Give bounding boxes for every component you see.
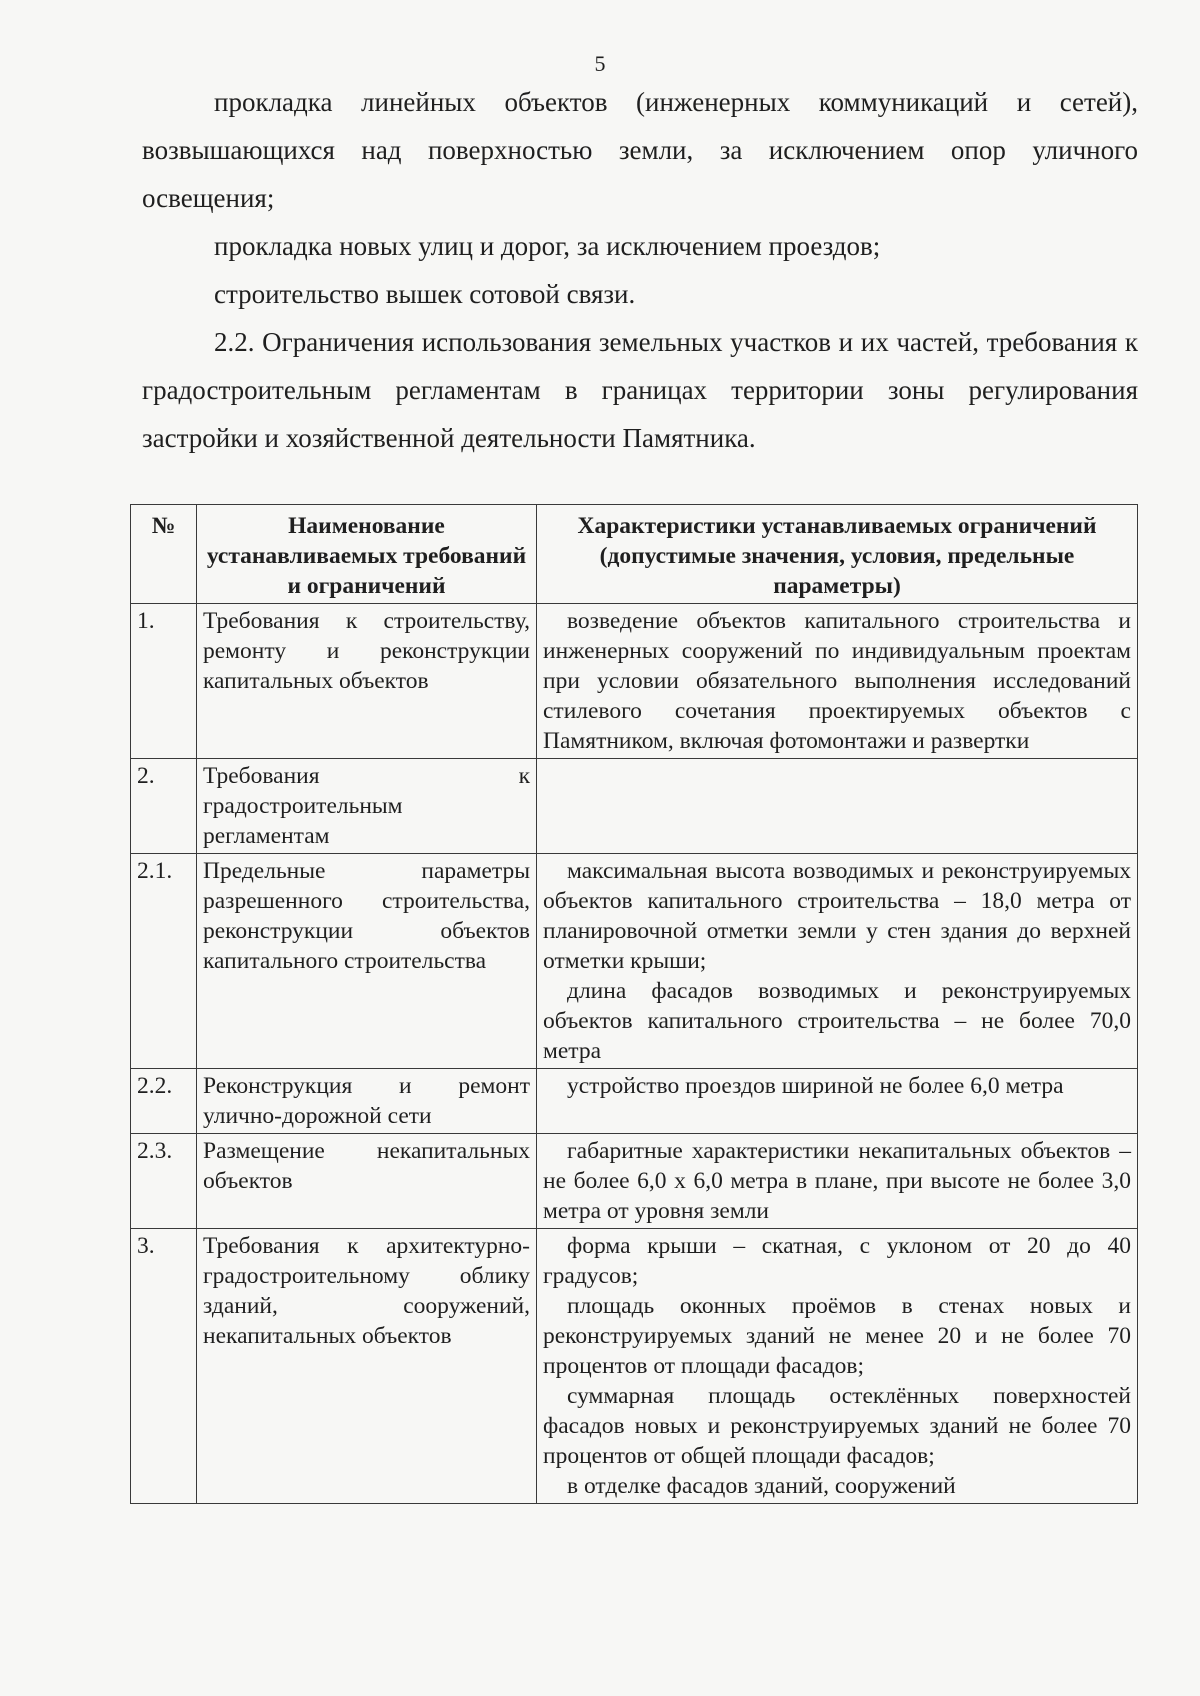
table-row	[131, 1134, 1138, 1229]
header-name: Наименование устанавливаемых требований и ограничений	[197, 505, 537, 604]
table-row	[131, 1069, 1138, 1134]
row-requirement-name: Требования к архитектурно-градостроительному облику зданий, сооружений, некапитальных объектов	[197, 1229, 537, 1504]
row-number: 1.	[131, 604, 197, 759]
row-number: 3.	[131, 1229, 197, 1504]
intro-paragraph: прокладка линейных объектов (инженерных коммуникаций и сетей), возвышающихся над поверхностью земли, за исключением опор уличного освещения;	[142, 87, 1138, 213]
header-number: №	[131, 505, 197, 604]
row-number: 2.2.	[131, 1069, 197, 1134]
row-number: 2.	[131, 759, 197, 854]
characteristic-paragraph: форма крыши – скатная, с уклоном от 20 до 40 градусов;	[543, 1233, 1131, 1289]
row-number: 2.3.	[131, 1134, 197, 1229]
table-row	[131, 759, 1138, 854]
restrictions-table	[130, 504, 1138, 1504]
page-number: 5	[594, 51, 606, 76]
intro-paragraph: прокладка новых улиц и дорог, за исключением проездов;	[214, 231, 881, 261]
table-header-row	[131, 505, 1138, 604]
table-body	[131, 604, 1138, 1504]
row-requirement-name: Предельные параметры разрешенного строительства, реконструкции объектов капитального строительства	[197, 854, 537, 1069]
table-row	[131, 854, 1138, 1069]
row-number: 2.1.	[131, 854, 197, 1069]
row-characteristics	[537, 1069, 1138, 1134]
characteristic-paragraph: суммарная площадь остеклённых поверхностей фасадов новых и реконструируемых зданий не более 70 процентов от общей площади фасадов;	[543, 1383, 1131, 1469]
characteristic-paragraph: площадь оконных проёмов в стенах новых и реконструируемых зданий не менее 20 и не более 70 процентов от площади фасадов;	[543, 1293, 1131, 1379]
row-requirement-name: Размещение некапитальных объектов	[197, 1134, 537, 1229]
characteristic-paragraph: устройство проездов шириной не более 6,0 метра	[567, 1073, 1064, 1099]
characteristic-paragraph: возведение объектов капитального строительства и инженерных сооружений по индивидуальным проектам при условии обязательного выполнения исследований стилевого сочетания проектируемых объектов с Памятником, включая фотомонтажи и развертки	[543, 608, 1131, 754]
table-row	[131, 1229, 1138, 1504]
row-requirement-name: Требования к градостроительным регламентам	[197, 759, 537, 854]
intro-text	[142, 78, 1138, 462]
table-row	[131, 604, 1138, 759]
row-characteristics	[537, 854, 1138, 1069]
row-characteristics	[537, 1134, 1138, 1229]
characteristic-paragraph: габаритные характеристики некапитальных объектов – не более 6,0 х 6,0 метра в плане, при высоте не более 3,0 метра от уровня земли	[543, 1138, 1131, 1224]
intro-paragraph: 2.2. Ограничения использования земельных участков и их частей, требования к градостроительным регламентам в границах территории зоны регулирования застройки и хозяйственной деятельности Памятника.	[142, 327, 1138, 453]
header-characteristics: Характеристики устанавливаемых ограничений (допустимые значения, условия, предельные параметры)	[537, 505, 1138, 604]
row-characteristics	[537, 759, 1138, 854]
row-requirement-name: Требования к строительству, ремонту и реконструкции капитальных объектов	[197, 604, 537, 759]
characteristic-paragraph: в отделке фасадов зданий, сооружений	[567, 1473, 956, 1499]
characteristic-paragraph: длина фасадов возводимых и реконструируемых объектов капитального строительства – не более 70,0 метра	[543, 978, 1131, 1064]
intro-paragraph: строительство вышек сотовой связи.	[214, 279, 636, 309]
row-requirement-name: Реконструкция и ремонт улично-дорожной сети	[197, 1069, 537, 1134]
row-characteristics	[537, 1229, 1138, 1504]
characteristic-paragraph: максимальная высота возводимых и реконструируемых объектов капитального строительства – 18,0 метра от планировочной отметки земли у стен здания до верхней отметки крыши;	[543, 858, 1131, 974]
row-characteristics	[537, 604, 1138, 759]
